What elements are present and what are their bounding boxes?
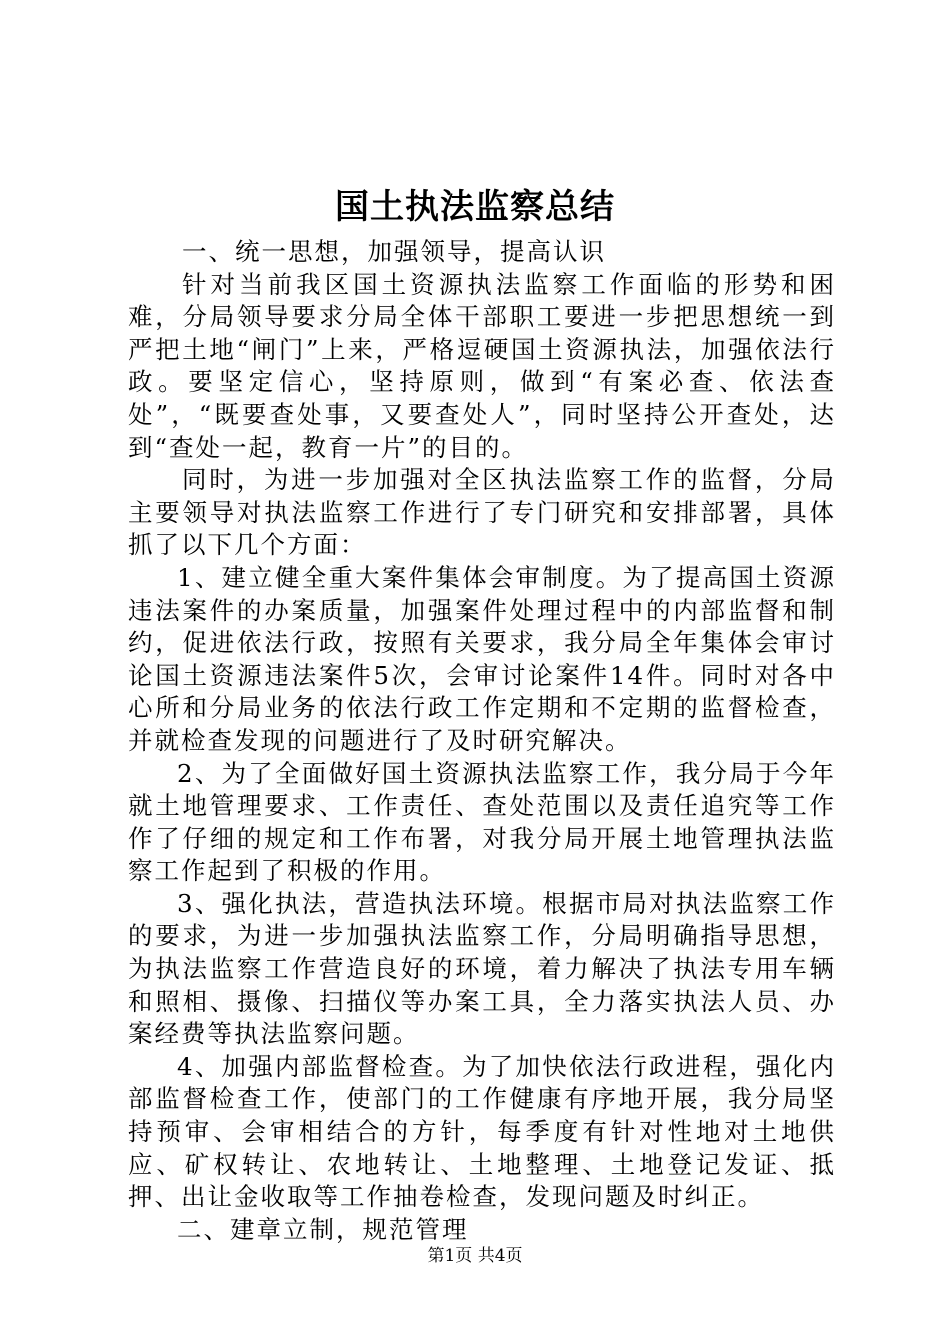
section-heading-2: 二、建章立制，规范管理 [177, 1214, 469, 1244]
document-title: 国土执法监察总结 [335, 187, 615, 227]
paragraph: 针对当前我区国土资源执法监察工作面临的形势和困难，分局领导要求分局全体干部职工要进一步把思想统一到严把土地“闸门”上来，严格逗硬国土资源执法，加强依法行政。要坚定信心，坚持原则，做到“有案必查、依法查处”，“既要查处事，又要查处人”，同时坚持公开查处，达到“查处一起，教育一片”的目的。 [128, 269, 836, 462]
section-heading-1: 一、统一思想，加强领导，提高认识 [182, 237, 606, 266]
list-item-3: 3、强化执法，营造执法环境。根据市局对执法监察工作的要求，为进一步加强执法监察工作，分局明确指导思想，为执法监察工作营造良好的环境，着力解决了执法专用车辆和照相、摄像、扫描仪等办案工具，全力落实执法人员、办案经费等执法监察问题。 [128, 888, 836, 1049]
page-number: 第1页 共4页 [427, 1246, 523, 1266]
document-body [128, 236, 836, 1246]
list-item-4: 4、加强内部监督检查。为了加快依法行政进程，强化内部监督检查工作，使部门的工作健康有序地开展，我分局坚持预审、会审相结合的方针，每季度有针对性地对土地供应、矿权转让、农地转让、土地整理、土地登记发证、抵押、出让金收取等工作抽卷检查，发现问题及时纠正。 [128, 1051, 836, 1212]
list-item-1: 1、建立健全重大案件集体会审制度。为了提高国土资源违法案件的办案质量，加强案件处理过程中的内部监督和制约，促进依法行政，按照有关要求，我分局全年集体会审讨论国土资源违法案件5次，会审讨论案件14件。同时对各中心所和分局业务的依法行政工作定期和不定期的监督检查，并就检查发现的问题进行了及时研究解决。 [128, 562, 836, 755]
list-item-2: 2、为了全面做好国土资源执法监察工作，我分局于今年就土地管理要求、工作责任、查处范围以及责任追究等工作作了仔细的规定和工作布署，对我分局开展土地管理执法监察工作起到了积极的作用。 [128, 758, 836, 886]
paragraph: 同时，为进一步加强对全区执法监察工作的监督，分局主要领导对执法监察工作进行了专门研究和安排部署，具体抓了以下几个方面： [128, 465, 836, 560]
